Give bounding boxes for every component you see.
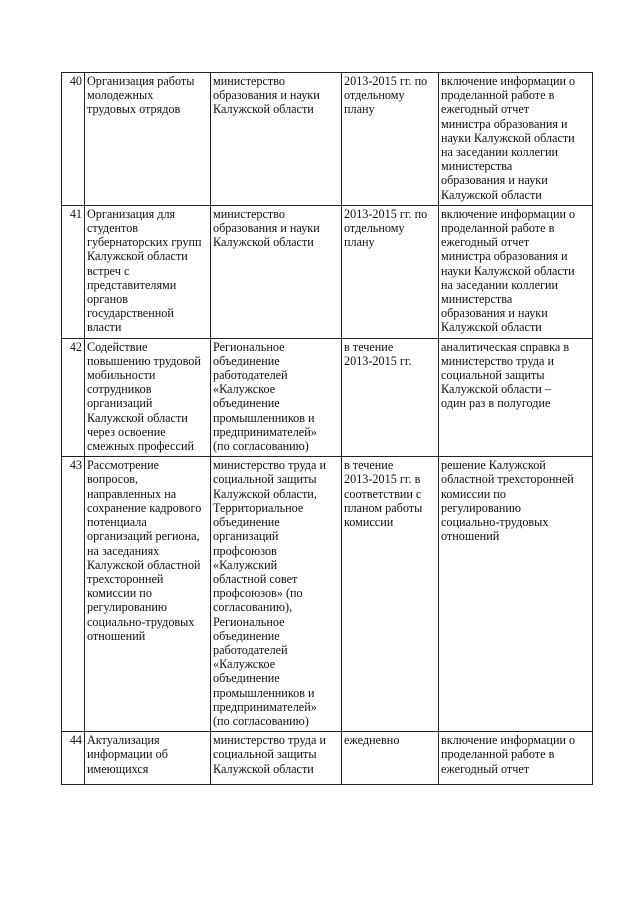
executor-cell: министерство образования и науки Калужской области bbox=[211, 205, 342, 338]
table-row bbox=[62, 457, 593, 732]
activity-cell: Актуализация информации об имеющихся bbox=[85, 732, 211, 785]
executor-cell: Региональное объединение работодателей «Калужское объединение промышленников и предпринимателей» (по согласованию) bbox=[211, 338, 342, 457]
table-row bbox=[62, 73, 593, 206]
activity-cell: Организация для студентов губернаторских групп Калужской области встреч с представителями органов государственной власти bbox=[85, 205, 211, 338]
result-cell: включение информации о проделанной работе в ежегодный отчет министра образования и науки Калужской области на заседании коллегии министерства образования и науки Калужской области bbox=[439, 205, 593, 338]
term-cell: ежедневно bbox=[342, 732, 439, 785]
activity-cell: Организация работы молодежных трудовых отрядов bbox=[85, 73, 211, 206]
result-cell: включение информации о проделанной работе в ежегодный отчет bbox=[439, 732, 593, 785]
row-number: 42 bbox=[62, 338, 85, 457]
result-cell: решение Калужской областной трехсторонней комиссии по регулированию социально-трудовых отношений bbox=[439, 457, 593, 732]
row-number: 44 bbox=[62, 732, 85, 785]
term-cell: в течение 2013-2015 гг. bbox=[342, 338, 439, 457]
executor-cell: министерство образования и науки Калужской области bbox=[211, 73, 342, 206]
plan-table bbox=[61, 72, 593, 785]
result-cell: включение информации о проделанной работе в ежегодный отчет министра образования и науки Калужской области на заседании коллегии министерства образования и науки Калужской области bbox=[439, 73, 593, 206]
executor-cell: министерство труда и социальной защиты Калужской области, Территориальное объединение организаций профсоюзов «Калужский областной совет профсоюзов» (по согласованию), Региональное объединение работодателей «Калужское объединение промышленников и предпринимателей» (по согласованию) bbox=[211, 457, 342, 732]
executor-cell: министерство труда и социальной защиты Калужской области bbox=[211, 732, 342, 785]
result-cell: аналитическая справка в министерство труда и социальной защиты Калужской области – один раз в полугодие bbox=[439, 338, 593, 457]
activity-cell: Содействие повышению трудовой мобильности сотрудников организаций Калужской области через освоение смежных профессий bbox=[85, 338, 211, 457]
activity-cell: Рассмотрение вопросов, направленных на сохранение кадрового потенциала организаций региона, на заседаниях Калужской областной трехсторонней комиссии по регулированию социально-трудовых отношений bbox=[85, 457, 211, 732]
table-row bbox=[62, 338, 593, 457]
term-cell: в течение 2013-2015 гг. в соответствии с планом работы комиссии bbox=[342, 457, 439, 732]
row-number: 40 bbox=[62, 73, 85, 206]
row-number: 41 bbox=[62, 205, 85, 338]
term-cell: 2013-2015 гг. по отдельному плану bbox=[342, 205, 439, 338]
term-cell: 2013-2015 гг. по отдельному плану bbox=[342, 73, 439, 206]
row-number: 43 bbox=[62, 457, 85, 732]
table-row bbox=[62, 732, 593, 785]
table-row bbox=[62, 205, 593, 338]
